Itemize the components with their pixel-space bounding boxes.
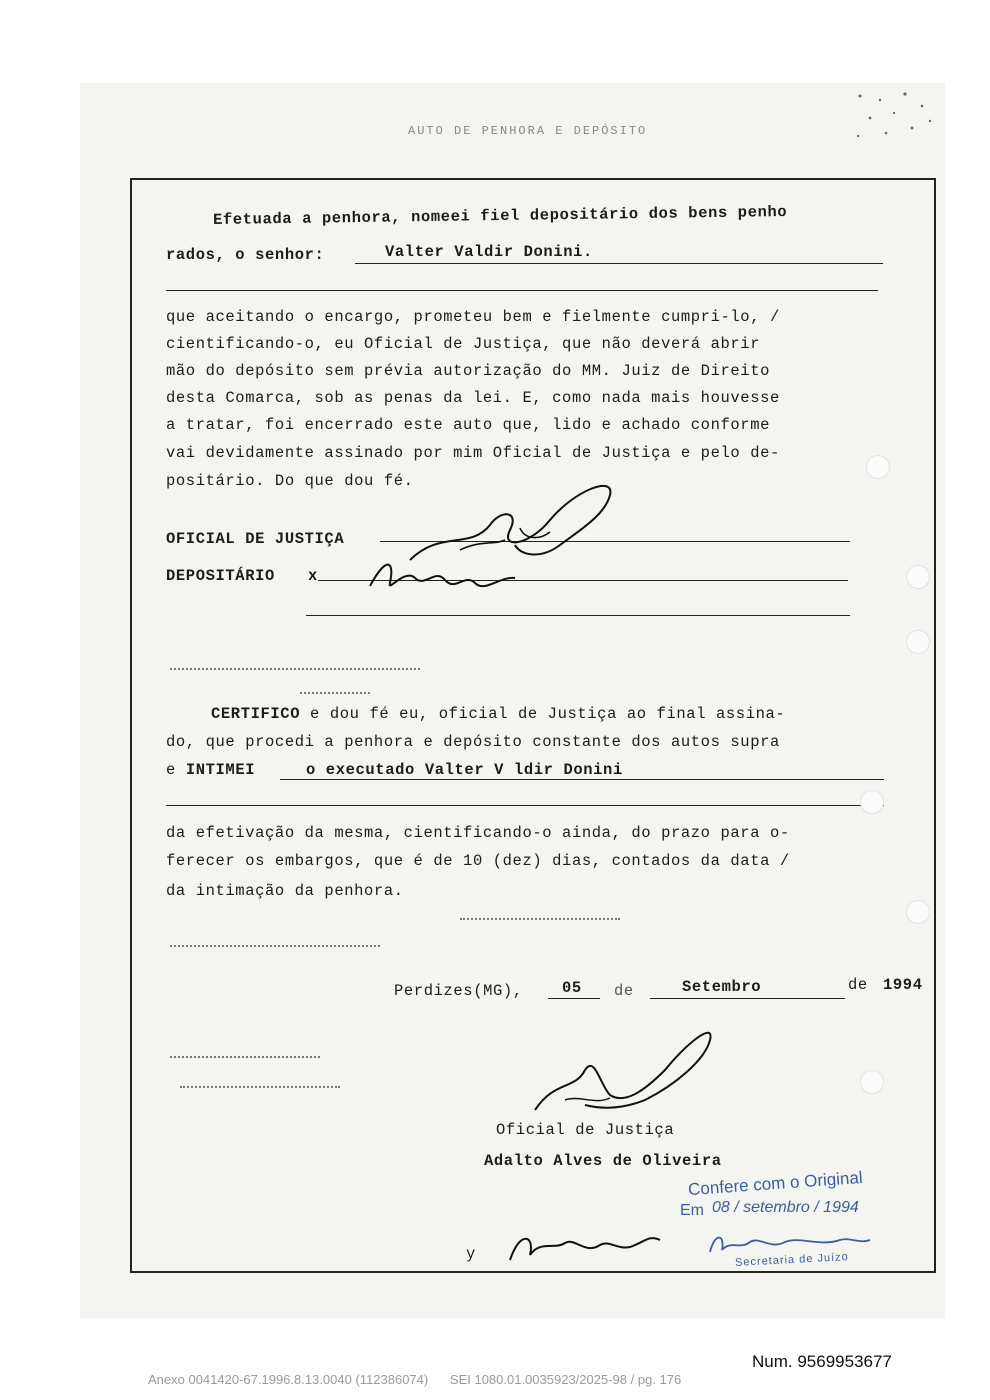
dotted-line [170,1056,320,1058]
auto-body-line: que aceitando o encargo, prometeu bem e fielmente cumpri-lo, / [166,308,780,326]
bottom-mark: y [466,1245,476,1263]
dotted-line [170,945,380,947]
stamp-date-handwritten: 08 / setembro / 1994 [712,1199,859,1216]
document-number: Num. 9569953677 [752,1352,892,1371]
month-underline [650,998,845,999]
dotted-line [180,1086,340,1088]
depositario-signature [365,548,535,598]
auto-body-line: cientificando-o, eu Oficial de Justiça, que não deverá abrir [166,335,761,353]
depositario-label: DEPOSITÁRIO [166,567,275,585]
auto-body-line: positário. Do que dou fé. [166,472,414,490]
blank-line [166,290,878,291]
dotted-line [460,918,620,920]
corner-speckles [850,88,940,148]
certidao-body-line: da efetivação da mesma, cientificando-o ainda, do prazo para o- [166,824,790,842]
stamp-em-label: Em [680,1202,704,1219]
punch-hole [906,900,930,924]
officer-title: Oficial de Justiça [496,1121,675,1139]
auto-body-line: vai devidamente assinado por mim Oficial de Justiça e pelo de- [166,444,780,462]
officer-name: Adalto Alves de Oliveira [484,1152,722,1170]
date-de-2: de [848,976,868,994]
punch-hole [860,790,884,814]
intimei-word: INTIMEI [185,761,256,779]
annex-reference: Anexo 0041420-67.1996.8.13.0040 (112386074) SEI 1080.01.0035923/2025-98 / pg. 176 [148,1372,682,1387]
name-underline [355,263,883,264]
certidao-line-1-rest: e dou fé eu, oficial de Justiça ao final assina- [310,705,786,723]
certidao-body-line: da intimação da penhora. [166,882,404,900]
certidao-line-2: do, que procedi a penhora e depósito constante dos autos supra [166,733,780,751]
punch-hole [860,1070,884,1094]
oficial-label: OFICIAL DE JUSTIÇA [166,530,345,548]
executado-name: o executado Valter V ldir Donini [306,761,623,779]
date-month: Setembro [682,978,762,996]
date-day: 05 [562,979,582,997]
dotted-line [170,668,420,670]
certidao-line-3-prefix: e [166,761,176,779]
date-place: Perdizes(MG), [394,982,523,1000]
day-underline [548,998,600,999]
blank-line [166,805,884,806]
certidao-body-line: ferecer os embargos, que é de 10 (dez) dias, contados da data / [166,852,790,870]
bottom-signature [500,1215,670,1270]
extra-signature-line [306,615,850,616]
dotted-line [300,692,370,694]
stamp-secretaria: Secretaria de Juízo [734,1251,850,1269]
punch-hole [866,455,890,479]
punch-hole [906,565,930,589]
stamp-confere: Confere com o Original [687,1167,864,1200]
faded-header-title: AUTO DE PENHORA E DEPÓSITO [408,124,648,138]
certifico-word: CERTIFICO [211,705,301,723]
punch-hole [906,630,930,654]
officer-signature [525,1010,725,1130]
executado-underline [280,779,884,780]
depositario-mark: x [308,567,318,585]
auto-line-1: Efetuada a penhora, nomeei fiel depositário dos bens penho [212,202,788,230]
date-de-1: de [614,982,634,1000]
date-year: 1994 [883,976,923,994]
auto-body-line: a tratar, foi encerrado este auto que, lido e achado conforme [166,416,770,434]
auto-body-line: desta Comarca, sob as penas da lei. E, como nada mais houvesse [166,389,780,407]
certidao-line-1 [211,705,785,723]
depositario-name: Valter Valdir Donini. [385,243,593,261]
auto-body-line: mão do depósito sem prévia autorização do MM. Juiz de Direito [166,362,770,380]
auto-line-2-prefix: rados, o senhor: [166,246,325,264]
certidao-line-3 [166,761,255,779]
